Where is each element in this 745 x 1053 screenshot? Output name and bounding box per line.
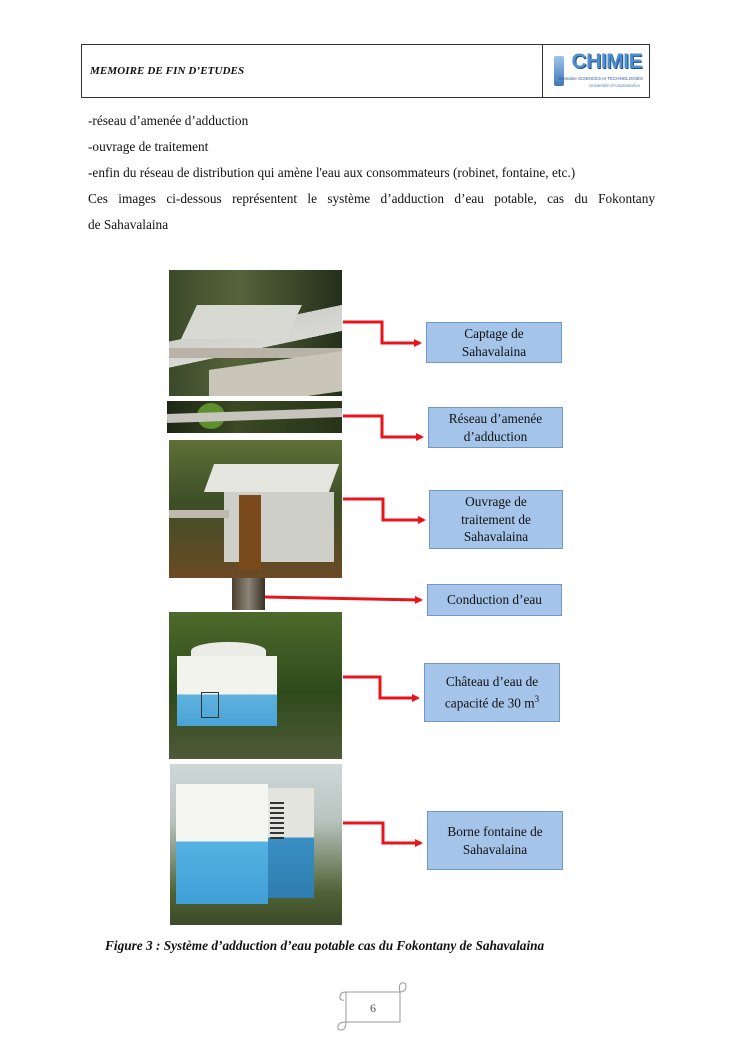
photo-ouvrage-traitement — [169, 440, 342, 578]
arrow-borne — [343, 823, 421, 843]
logo-subtitle: Domaine SCIENCES et TECHNOLOGIES — [558, 76, 643, 81]
photo-conduction — [232, 578, 265, 610]
header-divider — [542, 45, 543, 97]
header-title: MEMOIRE DE FIN D’ETUDES — [90, 65, 245, 77]
photo-chateau-eau — [169, 612, 342, 759]
arrow-ouvrage — [343, 499, 424, 520]
photo-tank — [177, 656, 277, 726]
photo-captage — [169, 270, 342, 396]
photo-pipe — [167, 408, 342, 423]
page-number: 6 — [370, 1001, 376, 1015]
body-line-2: -ouvrage de traitement — [88, 139, 209, 154]
body-paragraph-line-2: de Sahavalaina — [88, 217, 169, 232]
logo-subtitle-2: Université d'Antananarivo — [588, 83, 640, 88]
arrow-conduction — [265, 597, 421, 600]
figure-caption: Figure 3 : Système d’adduction d’eau potable cas du Fokontany de Sahavalaina — [105, 938, 545, 953]
arrow-reseau — [343, 416, 422, 437]
logo-side-strip — [554, 56, 564, 86]
label-ouvrage-line3: Sahavalaina — [463, 529, 529, 545]
photo-door — [201, 692, 219, 718]
photo-borne-fontaine — [170, 764, 342, 925]
label-conduction — [427, 584, 562, 616]
photo-stain — [239, 495, 261, 570]
photo-pipe — [169, 510, 229, 518]
label-ouvrage-line1: Ouvrage de — [465, 494, 527, 510]
label-chateau-line2 — [445, 691, 539, 712]
label-conduction-line1: Conduction d’eau — [447, 592, 542, 608]
arrow-captage — [343, 322, 420, 343]
chimie-logo — [552, 48, 646, 94]
body-text — [88, 108, 655, 238]
label-ouvrage-traitement — [429, 490, 563, 549]
page-number-scroll — [336, 982, 410, 1032]
photo-reseau-amenee — [167, 401, 342, 433]
label-chateau-superscript: 3 — [534, 693, 540, 704]
page-header — [81, 44, 650, 98]
photo-box-top — [204, 464, 339, 492]
label-captage-line2: Sahavalaina — [461, 343, 527, 359]
logo-word: CHIMIE — [571, 50, 642, 73]
label-ouvrage-line2: traitement de — [461, 511, 531, 527]
label-chateau-line2-text: capacité de 30 m — [444, 695, 535, 711]
label-reseau-line1: Réseau d’amenée — [448, 411, 543, 426]
label-chateau-eau — [424, 663, 560, 722]
photo-slab — [181, 305, 302, 339]
body-paragraph-line-1: Ces images ci-dessous représentent le système d’adduction d’eau potable, cas du Fokontany — [88, 191, 655, 206]
label-captage — [426, 322, 562, 363]
label-reseau-line2: d’adduction — [463, 428, 528, 444]
label-borne-line1: Borne fontaine de — [447, 824, 543, 839]
label-reseau-amenee — [428, 407, 563, 448]
arrow-chateau — [343, 677, 418, 698]
body-line-1: -réseau d’amenée d’adduction — [88, 113, 249, 128]
photo-face-front — [176, 784, 268, 904]
label-borne-line2: Sahavalaina — [462, 841, 528, 857]
label-captage-line1: Captage de — [464, 326, 524, 341]
photo-sign — [270, 802, 284, 840]
label-borne-fontaine — [427, 811, 563, 870]
label-chateau-line1: Château d’eau de — [445, 674, 539, 690]
body-line-3: -enfin du réseau de distribution qui amène l'eau aux consommateurs (robinet, fontaine, etc.) — [88, 165, 576, 180]
